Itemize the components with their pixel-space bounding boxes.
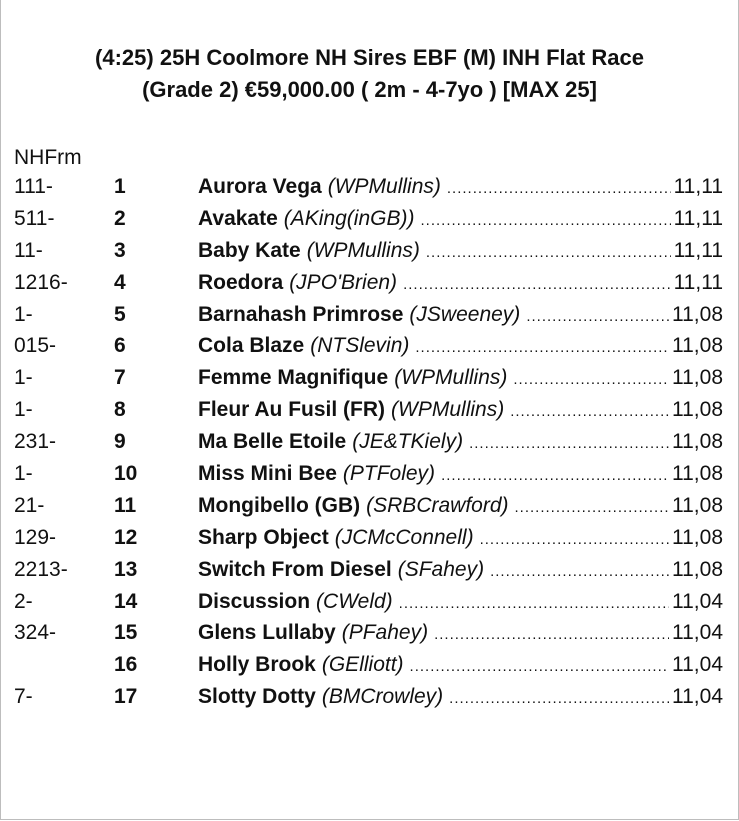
runners-list <box>0 172 739 714</box>
runner-entry <box>198 363 723 395</box>
runner-form: 1- <box>14 462 33 486</box>
trainer-name: (SRBCrawford) <box>366 493 509 517</box>
trainer-name: (JPO'Brien) <box>289 270 398 294</box>
trainer-name: (JE&TKiely) <box>352 430 464 454</box>
runner-number: 9 <box>114 430 126 454</box>
horse-name: Ma Belle Etoile <box>198 430 347 454</box>
runner-weight: 11,08 <box>672 462 723 486</box>
dot-leader <box>447 174 671 204</box>
horse-name: Femme Magnifique <box>198 366 389 390</box>
horse-name: Avakate <box>198 206 278 230</box>
dot-leader <box>410 652 669 682</box>
runner-row <box>0 523 739 555</box>
runner-weight: 11,11 <box>673 175 723 198</box>
runner-entry <box>198 650 723 682</box>
runner-row <box>0 268 739 300</box>
runner-form: 1- <box>14 398 33 422</box>
runner-entry <box>198 491 723 523</box>
race-title-line-2: (Grade 2) €59,000.00 ( 2m - 4-7yo ) [MAX 25] <box>142 77 597 102</box>
horse-name: Glens Lullaby <box>198 621 336 645</box>
runner-entry <box>198 268 723 300</box>
runner-number: 7 <box>114 366 126 390</box>
race-title <box>0 42 739 106</box>
runner-form: 511- <box>14 206 55 230</box>
runner-number: 4 <box>114 270 126 294</box>
horse-name: Roedora <box>198 270 284 294</box>
runner-row <box>0 682 739 714</box>
horse-name: Cola Blaze <box>198 334 305 358</box>
runner-row <box>0 555 739 587</box>
runner-form: 324- <box>14 621 57 645</box>
runner-weight: 11,04 <box>672 621 723 645</box>
runner-row <box>0 427 739 459</box>
horse-name: Miss Mini Bee <box>198 462 337 486</box>
dot-leader <box>526 302 669 332</box>
runner-form: 2213- <box>14 557 68 581</box>
runner-number: 17 <box>114 685 138 709</box>
column-header-nhfrm: NHFrm <box>14 146 82 169</box>
runner-entry <box>198 459 723 491</box>
runner-row <box>0 204 739 236</box>
trainer-name: (JCMcConnell) <box>334 525 474 549</box>
horse-name: Aurora Vega <box>198 175 322 198</box>
horse-name: Discussion <box>198 589 311 613</box>
runner-row <box>0 331 739 363</box>
trainer-name: (JSweeney) <box>409 302 521 326</box>
dot-leader <box>441 461 669 491</box>
dot-leader <box>403 270 671 300</box>
runner-form: 111- <box>14 175 53 198</box>
dot-leader <box>510 397 669 427</box>
trainer-name: (WPMullins) <box>394 366 508 390</box>
runner-form: 1- <box>14 366 33 390</box>
runner-weight: 11,04 <box>672 685 723 709</box>
horse-name: Mongibello (GB) <box>198 493 361 517</box>
runner-form: 21- <box>14 493 45 517</box>
runner-entry <box>198 300 723 332</box>
trainer-name: (CWeld) <box>316 589 393 613</box>
dot-leader <box>480 525 669 555</box>
runner-weight: 11,08 <box>672 334 723 358</box>
horse-name: Holly Brook <box>198 653 316 677</box>
dot-leader <box>434 620 669 650</box>
trainer-name: (AKing(inGB)) <box>283 206 415 230</box>
runner-weight: 11,08 <box>672 398 723 422</box>
runner-form: 129- <box>14 525 57 549</box>
dot-leader <box>490 557 669 587</box>
horse-name: Baby Kate <box>198 238 301 262</box>
runner-form: 1- <box>14 302 33 326</box>
runner-row <box>0 491 739 523</box>
runner-row <box>0 618 739 650</box>
runner-row <box>0 172 739 204</box>
runner-number: 11 <box>114 493 137 517</box>
horse-name: Switch From Diesel <box>198 557 392 581</box>
runner-entry <box>198 395 723 427</box>
runner-number: 10 <box>114 462 138 486</box>
trainer-name: (WPMullins) <box>306 238 420 262</box>
runner-row <box>0 587 739 619</box>
dot-leader <box>515 493 670 523</box>
runner-row <box>0 363 739 395</box>
runner-number: 1 <box>114 175 126 198</box>
runner-entry <box>198 172 723 204</box>
trainer-name: (BMCrowley) <box>321 685 444 709</box>
runner-number: 16 <box>114 653 138 677</box>
dot-leader <box>449 684 669 714</box>
trainer-name: (GElliott) <box>321 653 404 677</box>
runner-number: 13 <box>114 557 138 581</box>
horse-name: Barnahash Primrose <box>198 302 404 326</box>
dot-leader <box>513 365 669 395</box>
runner-number: 12 <box>114 525 138 549</box>
runner-row <box>0 395 739 427</box>
runner-weight: 11,08 <box>672 525 723 549</box>
runner-number: 5 <box>114 302 126 326</box>
runner-row <box>0 300 739 332</box>
horse-name: Fleur Au Fusil (FR) <box>198 398 386 422</box>
runner-number: 8 <box>114 398 126 422</box>
runner-row <box>0 236 739 268</box>
trainer-name: (SFahey) <box>397 557 485 581</box>
runner-entry <box>198 331 723 363</box>
dot-leader <box>426 238 671 268</box>
runner-weight: 11,08 <box>672 366 723 390</box>
dot-leader <box>399 589 669 619</box>
horse-name: Slotty Dotty <box>198 685 316 709</box>
runner-weight: 11,04 <box>672 653 723 677</box>
runner-weight: 11,08 <box>672 430 723 454</box>
runner-form: 231- <box>14 430 57 454</box>
runner-entry <box>198 204 723 236</box>
runner-entry <box>198 555 723 587</box>
runner-weight: 11,08 <box>672 557 723 581</box>
runner-form: 1216- <box>14 270 68 294</box>
runner-row <box>0 650 739 682</box>
runner-weight: 11,11 <box>673 270 723 294</box>
runner-entry <box>198 587 723 619</box>
runner-number: 3 <box>114 238 126 262</box>
runner-entry <box>198 427 723 459</box>
race-title-line-1: (4:25) 25H Coolmore NH Sires EBF (M) INH Flat Race <box>95 45 644 70</box>
trainer-name: (WPMullins) <box>327 175 441 198</box>
trainer-name: (PTFoley) <box>342 462 436 486</box>
runner-entry <box>198 523 723 555</box>
runner-number: 6 <box>114 334 126 358</box>
dot-leader <box>415 333 669 363</box>
runner-form: 2- <box>14 589 33 613</box>
runner-weight: 11,11 <box>673 238 723 262</box>
trainer-name: (WPMullins) <box>391 398 505 422</box>
runner-weight: 11,11 <box>673 206 723 230</box>
horse-name: Sharp Object <box>198 525 329 549</box>
runner-weight: 11,04 <box>672 589 723 613</box>
runner-entry <box>198 682 723 714</box>
runner-form: 11- <box>14 238 43 262</box>
runner-number: 14 <box>114 589 138 613</box>
runner-weight: 11,08 <box>672 493 723 517</box>
runner-form: 7- <box>14 685 33 709</box>
runner-entry <box>198 618 723 650</box>
runner-entry <box>198 236 723 268</box>
dot-leader <box>469 429 669 459</box>
dot-leader <box>420 206 670 236</box>
trainer-name: (NTSlevin) <box>310 334 410 358</box>
trainer-name: (PFahey) <box>341 621 429 645</box>
runner-row <box>0 459 739 491</box>
runner-weight: 11,08 <box>672 302 723 326</box>
runner-number: 15 <box>114 621 138 645</box>
runner-form: 015- <box>14 334 57 358</box>
runner-number: 2 <box>114 206 126 230</box>
